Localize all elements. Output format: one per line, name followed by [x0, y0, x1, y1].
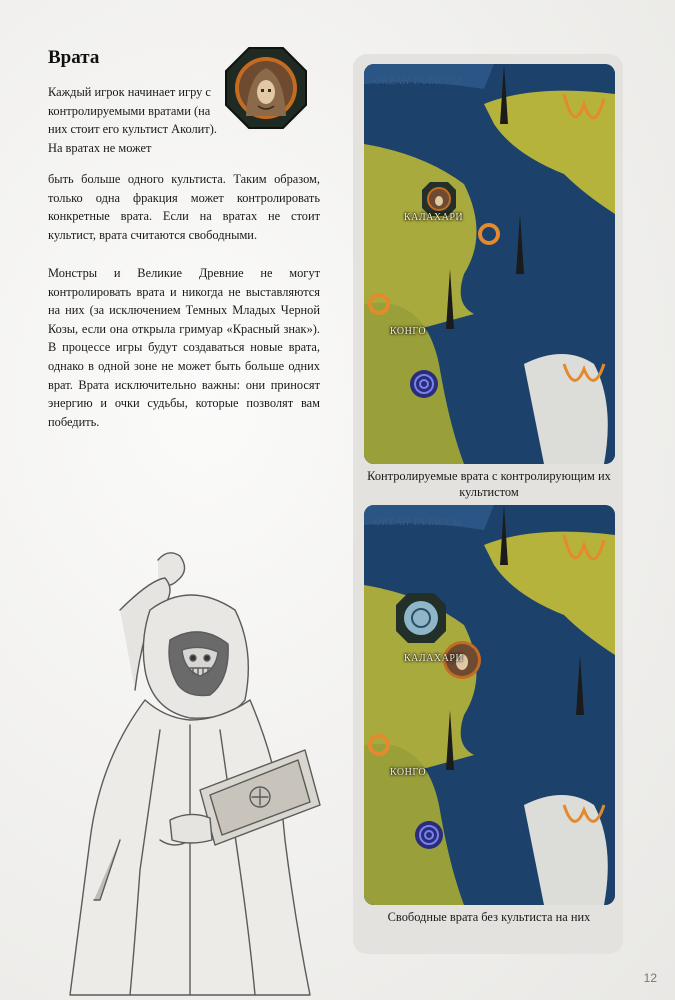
- map-caption-controlled: Контролируемые врата с контролирующим их культистом: [367, 469, 611, 499]
- acolyte-token-icon: [224, 46, 308, 130]
- hooded-cultist-illustration: [40, 540, 340, 1000]
- region-label-kalahari: КАЛАХАРИ: [404, 653, 464, 664]
- section-title: Врата: [48, 47, 100, 68]
- map-artwork: [364, 505, 615, 905]
- map-caption-free: Свободные врата без культиста на них: [387, 910, 591, 924]
- page-number: 12: [643, 971, 657, 985]
- region-label-kongo: КОНГО: [390, 326, 427, 337]
- ocean-label: ОКЕАН ТАЛАССЫ: [374, 76, 462, 87]
- intro-paragraph-part2: быть больше одного культиста. Таким образом, только одна фракция может контролировать конкретные врата. Если на вратах не стоит культист, врата считаются свободными.: [48, 172, 320, 242]
- region-label-kalahari: КАЛАХАРИ: [404, 212, 464, 223]
- rules-paragraph: Монстры и Великие Древние не могут контролировать врата и никогда не выставляются на них (за исключением Темных Младых Черной Козы, если она открыла гримуар «Красный знак»). В процессе игры будут создаваться новые врата, однако в одной зоне не может быть больше одних врат. Врата исключительно важны: они приносят энергию и очки судьбы, которые позволят вам победить.: [48, 266, 320, 429]
- map-artwork: [364, 64, 615, 464]
- map-example-controlled: [364, 64, 615, 464]
- map-example-free: [364, 505, 615, 905]
- region-label-kongo: КОНГО: [390, 767, 427, 778]
- ocean-label: ОКЕАН ТАЛАССЫ: [374, 517, 462, 528]
- intro-paragraph-part1: Каждый игрок начинает игру с контролируемыми вратами (на них стоит его культист Аколит). На вратах не может: [48, 85, 217, 155]
